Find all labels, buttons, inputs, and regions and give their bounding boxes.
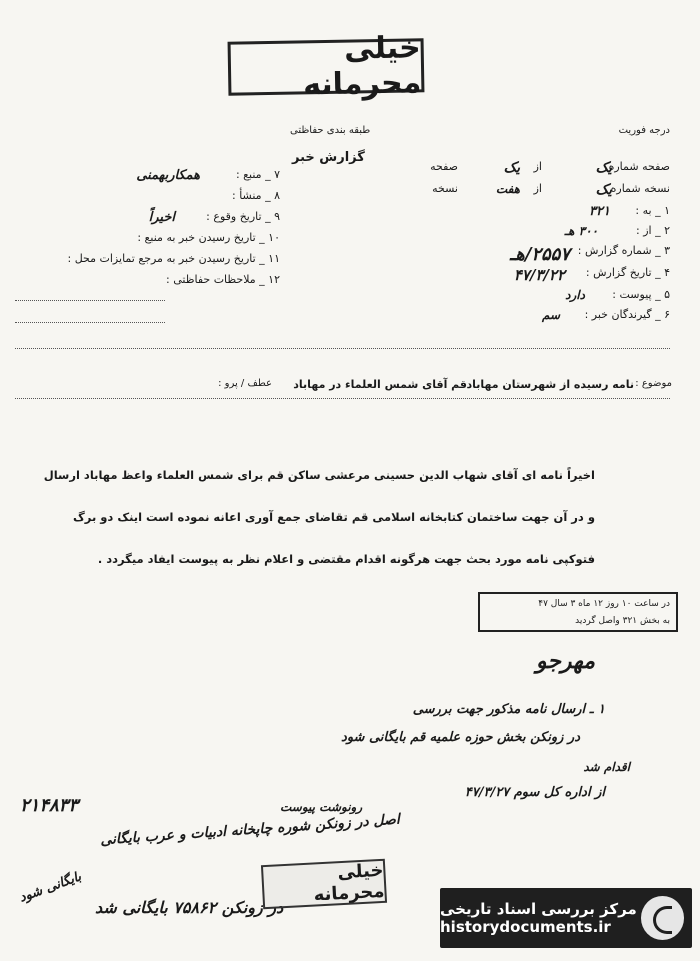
right-field-row: [380, 288, 670, 308]
handwritten-number: ۲۱۴۸۳۳: [20, 795, 79, 816]
right-field-row: [380, 224, 670, 244]
logo-text: [440, 900, 637, 936]
handwritten-note: در زونکن ۷۵۸۶۲ بایگانی شد: [95, 898, 284, 917]
field-label: ۱۰ _ تاریخ رسیدن خبر به منبع :: [137, 231, 280, 244]
subject-text: نامه رسیده از شهرستان مهاباد: [466, 378, 634, 391]
report-body: [43, 468, 595, 594]
field-value: ۳۲۱: [589, 204, 610, 219]
handwritten-note: ۱ ـ ارسال نامه مذکور جهت بررسی: [412, 702, 605, 717]
left-field-row: [15, 189, 280, 210]
archive-logo-icon: [641, 896, 684, 940]
right-field-row: [380, 244, 670, 266]
field-value: اخیراً: [148, 210, 175, 225]
left-field-row: [15, 252, 280, 273]
handwritten-note: اقدام شد: [583, 760, 630, 774]
subject-row: [22, 378, 672, 394]
page-of: از: [533, 160, 542, 173]
classification-stamp: [228, 30, 425, 103]
bottom-stamp-text: خیلی محرمانه: [313, 859, 386, 906]
left-fields: [15, 168, 280, 294]
field-label: ۹ _ تاریخ وقوع :: [206, 210, 280, 223]
field-label: ۳ _ شماره گزارش :: [577, 244, 670, 257]
handwritten-note: از اداره کل سوم ۴۷/۳/۲۷: [464, 785, 605, 800]
handwritten-note: اصل در زونکن شوره چاپخانه ادبیات و عرب بایگانی: [99, 811, 401, 849]
archive-logo: [440, 888, 692, 948]
page-unit: صفحه: [430, 160, 458, 173]
body-line: اخیراً نامه ای آقای شهاب الدین حسینی مرعشی ساکن قم برای شمس العلماء واعظ مهاباد ارسال: [43, 468, 595, 482]
field-value: همکاربهمنی: [136, 168, 200, 183]
field-value: ۳۰۰ هـ: [564, 224, 598, 238]
field-label: ۱۱ _ تاریخ رسیدن خبر به مرجع تمایزات محل :: [67, 252, 280, 265]
stamp-title: خیلی محرمانه: [302, 30, 422, 103]
right-field-row: [380, 308, 670, 328]
reference-label: عطف / پرو :: [218, 378, 272, 389]
copy-total: هفت: [495, 182, 520, 196]
copy-label: نسخه شماره: [610, 182, 670, 195]
logo-title: مرکز بررسی اسناد تاریخی: [440, 900, 637, 918]
field-value: سم: [541, 308, 560, 322]
header-divider: [15, 348, 670, 349]
right-field-row: [380, 204, 670, 224]
left-field-row: [15, 168, 280, 189]
classification-label: طبقه بندی حفاظتی: [290, 125, 371, 136]
right-field-row: [380, 160, 670, 182]
field-label: ۶ _ گیرندگان خبر :: [584, 308, 670, 321]
copy-value: یک: [595, 182, 612, 198]
copy-unit: نسخه: [432, 182, 458, 195]
receipt-line: به بخش ۳۲۱ واصل گردید: [575, 616, 670, 626]
bottom-stamp: [261, 859, 387, 909]
field-label: ۱۲ _ ملاحظات حفاظتی :: [166, 273, 280, 286]
field-value: دارد: [565, 288, 585, 302]
page-total: یک: [503, 160, 520, 176]
logo-url: historydocuments.ir: [440, 918, 611, 936]
subject-divider: [15, 398, 670, 399]
priority-label: درجه فوریت: [618, 125, 670, 136]
field-label: ۸ _ منشأ :: [232, 189, 280, 202]
subject-highlight: قم آقای شمس العلماء در مهاباد: [293, 378, 467, 391]
left-field-row: [15, 273, 280, 294]
right-field-row: [380, 182, 670, 204]
dotted-line: [15, 322, 165, 323]
right-fields: [380, 160, 670, 328]
left-field-row: [15, 210, 280, 231]
handwritten-signature: مهرجو: [535, 648, 595, 674]
page-value: یک: [595, 160, 612, 176]
field-label: ۵ _ پیوست :: [612, 288, 670, 301]
receipt-stamp: [478, 592, 678, 632]
handwritten-note: رونوشت پیوست: [280, 800, 363, 814]
right-field-row: [380, 266, 670, 288]
field-label: ۲ _ از :: [636, 224, 670, 237]
dotted-line: [15, 300, 165, 301]
form-title: گزارش خبر: [292, 150, 365, 165]
subject-label: موضوع :: [635, 378, 672, 389]
handwritten-note: بایگانی شود: [17, 869, 84, 906]
body-line: و در آن جهت ساختمان کتابخانه اسلامی قم تقاضای جمع آوری اعانه نموده است اینک دو برگ: [73, 510, 595, 524]
report-date: ۴۷/۳/۲۲: [513, 266, 565, 284]
receipt-line: در ساعت ۱۰ روز ۱۲ ماه ۳ سال ۴۷: [538, 599, 670, 609]
field-label: ۷ _ منبع :: [235, 168, 280, 181]
field-label: ۱ _ به :: [635, 204, 670, 217]
handwritten-note: در زونکن بخش حوزه علمیه قم بایگانی شود: [341, 730, 580, 745]
body-line: فتوکپی نامه مورد بحث جهت هرگونه اقدام مقتضی و اعلام نظر به پیوست ایفاد میگردد .: [97, 552, 595, 566]
page-label: صفحه شماره: [608, 160, 670, 173]
left-field-row: [15, 231, 280, 252]
report-number: ۲۵۵۷/هـ: [509, 244, 570, 265]
field-label: ۴ _ تاریخ گزارش :: [585, 266, 670, 279]
copy-of: از: [533, 182, 542, 195]
